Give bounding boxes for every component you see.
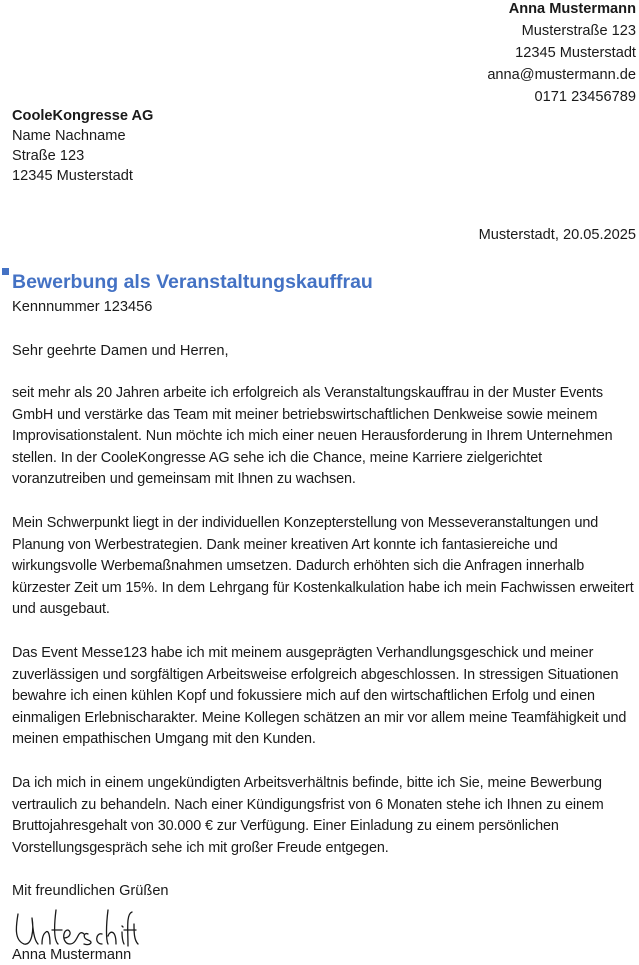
recipient-block (12, 106, 153, 186)
signer-name: Anna Mustermann (12, 947, 132, 963)
sender-city: 12345 Musterstadt (515, 45, 636, 61)
letter-date: Musterstadt, 20.05.2025 (478, 227, 636, 243)
signature-text: Unterschrift (10, 900, 16, 901)
sender-name: Anna Mustermann (508, 1, 636, 17)
sender-email: anna@mustermann.de (487, 67, 636, 83)
sender-block (487, 0, 636, 108)
body-paragraph-3: Das Event Messe123 habe ich mit meinem ausgeprägten Verhandlungsgeschick und meiner zuverlässigen und sorgfältigen Arbeitsweise erfolgreich abgeschlossen. In stressigen Situationen bewahre ich einen kühlen Kopf und fokussiere mich auf den wirtschaftlichen Erfolg und einen einmaligen Erlebnischarakter. Meine Kollegen schätzen an mir vor allem meine Teamfähigkeit und meinen empathischen Umgang mit den Kunden. (12, 645, 627, 748)
recipient-city: 12345 Musterstadt (12, 168, 133, 184)
body-paragraph-4: Da ich mich in einem ungekündigten Arbeitsverhältnis befinde, bitte ich Sie, meine Bewerbung vertraulich zu behandeln. Nach einer Kündigungsfrist von 6 Monaten stehe ich Ihnen zu einem Bruttojahresgehalt von 30.000 € zur Verfügung. Einer Einladung zu einem persönlichen Vorstellungsgespräch sehe ich mit großer Freude entgegen. (12, 775, 604, 856)
recipient-street: Straße 123 (12, 148, 85, 164)
closing-phrase: Mit freundlichen Grüßen (12, 883, 169, 899)
signature-image (10, 900, 140, 950)
sender-street: Musterstraße 123 (521, 23, 636, 39)
subject-marker-icon (2, 268, 9, 275)
sender-phone: 0171 23456789 (534, 89, 636, 105)
reference-number: Kennnummer 123456 (12, 299, 153, 315)
salutation: Sehr geehrte Damen und Herren, (12, 343, 229, 359)
body-paragraph-2: Mein Schwerpunkt liegt in der individuellen Konzepterstellung von Messeveranstaltungen und Planung von Werbestrategien. Dank meiner kreativen Art konnte ich fantasiereiche und wirkungsvolle Werbemaßnahmen umsetzen. Dadurch erhöhten sich die Anfragen innerhalb kürzester Zeit um 15%. In dem Lehrgang für Kostenkalkulation habe ich mein Fachwissen erweitert und ausgebaut. (12, 515, 634, 618)
letter-subject: Bewerbung als Veranstaltungskauffrau (12, 271, 373, 293)
body-paragraph-1: seit mehr als 20 Jahren arbeite ich erfolgreich als Veranstaltungskauffrau in der Muster Events GmbH und verstärke das Team mit meiner betriebswirtschaftlichen Denkweise sowie meinem Improvisationstalent. Nun möchte ich mich einer neuen Herausforderung in Ihrem Unternehmen stellen. In der CooleKongresse AG sehe ich die Chance, meine Karriere zielgerichtet voranzutreiben und gemeinsam mit Ihnen zu wachsen. (12, 385, 613, 488)
recipient-company: CooleKongresse AG (12, 108, 154, 124)
recipient-contact: Name Nachname (12, 128, 126, 144)
